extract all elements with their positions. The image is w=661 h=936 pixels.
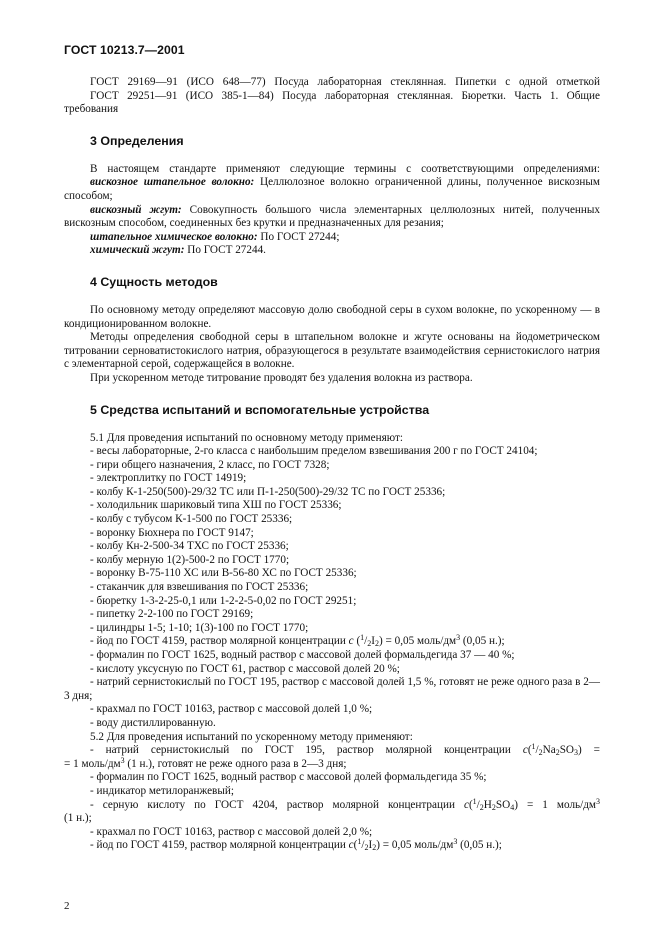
list-item-iodine-formula: - йод по ГОСТ 4159, раствор молярной концентрации $c(^1/_2I_2) = 0,05$ моль/$дм^3$ (0,05 н.); (90, 837, 502, 853)
list-item: - воду дистиллированную. (90, 716, 216, 729)
definition-term: химический жгут: (90, 244, 185, 257)
list-item: - колбу с тубусом К-1-500 по ГОСТ 25336; (90, 513, 293, 526)
list-item: - натрий сернистокислый по ГОСТ 195, раствор с массовой долей 1,5 %, готовят не реже одного раза в 2—3 дня; (64, 676, 600, 702)
list-item: - формалин по ГОСТ 1625, водный раствор с массовой долей формальдегида 37 — 40 %; (90, 649, 515, 661)
clause-5-1: 5.1 Для проведения испытаний по основному методу применяют: (90, 431, 403, 444)
definition-item (64, 244, 600, 258)
list-item: - колбу К-1-250(500)-29/32 ТС или П-1-250(500)-29/32 ТС по ГОСТ 25336; (90, 485, 446, 498)
paragraph: Методы определения свободной серы в штапельном волокне и жгуте основаны на йодометрическом титровании серноватистокислого натрия, образующегося в результате взаимодействия сернистокислого натрия с элементарной серой, содержащейся в волокне. (64, 331, 600, 371)
document-header: ГОСТ 10213.7—2001 (64, 43, 185, 57)
list-item: - цилиндры 1-5; 1-10; 1(3)-100 по ГОСТ 1770; (90, 621, 309, 634)
paragraph: При ускоренном методе титрование проводят без удаления волокна из раствора. (90, 371, 473, 384)
list-item: - формалин по ГОСТ 1625, водный раствор с массовой долей формальдегида 35 %; (90, 771, 487, 784)
definition-text: По ГОСТ 27244. (184, 244, 266, 257)
list-item: - гири общего назначения, 2 класс, по ГОСТ 7328; (90, 458, 330, 471)
list-item-iodine-formula: - йод по ГОСТ 4159, раствор молярной концентрации с $(^1/_2I_2) = 0,05$ моль/$дм^3$ (0,05 н.); (90, 633, 505, 649)
definition-text: Целлюлозное волокно ограниченной длины, полученное вискозным способом; (64, 176, 600, 202)
paragraph: По основному методу определяют массовую долю свободной серы в сухом волокне, по ускоренному — в кондиционированном волокне. (64, 303, 600, 330)
page-number: 2 (64, 900, 70, 912)
document-body (64, 76, 600, 853)
clause-5-2: 5.2 Для проведения испытаний по ускоренному методу применяют: (90, 730, 413, 743)
definition-item (64, 204, 600, 231)
definition-item (64, 231, 600, 245)
list-item-continuation: = 1 моль/$дм^3$ (1 н.), готовят не реже одного раза в 2—3 дня; (64, 755, 347, 770)
list-item: - стаканчик для взвешивания по ГОСТ 25336; (90, 581, 309, 594)
list-item-acid-formula: - серную кислоту по ГОСТ 4204, раствор молярной концентрации $c(^1/_2H_2SO_4) = 1$ моль/$дм^3$ (90, 796, 601, 812)
list-item: - кислоту уксусную по ГОСТ 61, раствор с массовой долей 20 %; (90, 662, 400, 675)
list-item: - весы лабораторные, 2-го класса с наибольшим пределом взвешивания 200 г по ГОСТ 24104; (90, 445, 538, 458)
list-item: - индикатор метилоранжевый; (90, 784, 234, 797)
definition-item (64, 176, 600, 203)
list-item: - бюретку 1-3-2-25-0,1 или 1-2-2-5-0,02 по ГОСТ 29251; (90, 594, 357, 607)
reference-line: требования (64, 103, 119, 116)
definitions-intro: В настоящем стандарте применяют следующие термины с соответствующими определениями: (90, 162, 600, 175)
list-item: - холодильник шариковый типа ХШ по ГОСТ 25336; (90, 499, 342, 512)
definition-text: По ГОСТ 27244; (257, 230, 340, 243)
list-item: - колбу Кн-2-500-34 ТХС по ГОСТ 25336; (90, 540, 289, 553)
list-item: - колбу мерную 1(2)-500-2 по ГОСТ 1770; (90, 553, 290, 566)
list-item: - электроплитку по ГОСТ 14919; (90, 472, 247, 485)
list-item: - воронку В-75-110 ХС или В-56-80 ХС по ГОСТ 25336; (90, 567, 357, 580)
definition-term: вискозное штапельное волокно: (90, 176, 255, 189)
list-item: - пипетку 2-2-100 по ГОСТ 29169; (90, 608, 254, 621)
section-4-title: 4 Сущность методов (90, 274, 218, 289)
definition-text: Совокупность большого числа элементарных целлюлозных нитей, полученных вискозным способом, соединенных без крутки и предназначенных для резания; (64, 203, 600, 230)
list-item-continuation: (1 н.); (64, 812, 92, 825)
definition-term: штапельное химическое волокно: (90, 230, 258, 243)
list-item: - крахмал по ГОСТ 10163, раствор с массовой долей 1,0 %; (90, 703, 373, 716)
list-item: - крахмал по ГОСТ 10163, раствор с массовой долей 2,0 %; (90, 825, 373, 838)
reference-line: ГОСТ 29251—91 (ИСО 385-1—84) Посуда лабораторная стеклянная. Бюретки. Часть 1. Общие (90, 89, 600, 102)
reference-line: ГОСТ 29169—91 (ИСО 648—77) Посуда лабораторная стеклянная. Пипетки с одной отметкой (90, 76, 600, 88)
list-item-sulfite-formula: - натрий сернистокислый по ГОСТ 195, раствор молярной концентрации $c(^1/_2Na_2SO_3)$ = (90, 742, 600, 758)
section-5-title: 5 Средства испытаний и вспомогательные устройства (90, 402, 430, 417)
list-item: - воронку Бюхнера по ГОСТ 9147; (90, 526, 254, 539)
definition-term: вискозный жгут: (90, 203, 182, 216)
section-3-title: 3 Определения (90, 133, 184, 148)
